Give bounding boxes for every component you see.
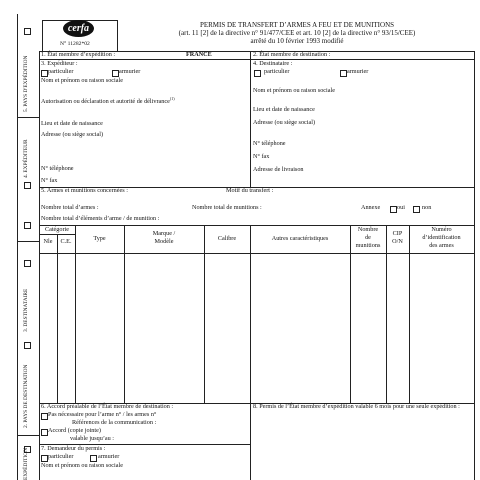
- section5-label: 5. Armes et munitions concernées :: [41, 187, 128, 194]
- table-header-caracteristiques: Autres caractéristiques: [271, 235, 329, 242]
- annexe-non-checkbox[interactable]: [413, 206, 420, 213]
- section1-value: FRANCE: [186, 51, 212, 58]
- side-divider: [17, 435, 39, 436]
- col-divider: [250, 403, 251, 480]
- col-line: [409, 225, 410, 403]
- section1-label: 1. État membre d’expédition :: [41, 51, 116, 58]
- table-header-calibre: Calibre: [217, 235, 237, 242]
- form-decree: arrêté du 10 février 1993 modifié: [250, 37, 344, 45]
- right-border: [474, 51, 475, 480]
- total-elements-label: Nombre total d’éléments d’arme / de munition :: [41, 215, 160, 222]
- form-subtitle: (art. 11 [2] de la directive n° 91/477/CEE et art. 10 [2] de la directive n° 93/15/CEE): [178, 29, 416, 37]
- annexe-non-label: non: [422, 204, 432, 211]
- side-checkbox-pays-expedition[interactable]: [24, 28, 31, 35]
- destinataire-fax-label: N° fax: [253, 153, 270, 160]
- expediteur-particulier-checkbox[interactable]: [41, 70, 48, 77]
- demandeur-particulier-checkbox[interactable]: [41, 455, 48, 462]
- side-checkbox-destinataire[interactable]: [24, 260, 31, 267]
- side-checkbox-expediteur[interactable]: [24, 182, 31, 189]
- expediteur-fax-label: N° fax: [41, 177, 58, 184]
- motif-label: Motif du transfert :: [226, 187, 274, 194]
- table-header-marque-2: Modèle: [154, 238, 174, 245]
- destinataire-particulier-checkbox[interactable]: [254, 70, 261, 77]
- demandeur-armurier-checkbox[interactable]: [90, 455, 97, 462]
- destinataire-livraison-label: Adresse de livraison: [253, 166, 304, 173]
- total-armes-label: Nombre total d’armes :: [41, 204, 99, 211]
- expediteur-armurier-checkbox[interactable]: [112, 70, 119, 77]
- references-label: Références de la communication :: [72, 419, 157, 426]
- pas-necessaire-checkbox[interactable]: [41, 413, 48, 420]
- side-checkbox-extra[interactable]: [24, 222, 31, 229]
- table-header-cip-1: CIP: [392, 230, 403, 237]
- expediteur-particulier-label: particulier: [48, 68, 74, 75]
- col-line: [386, 225, 387, 403]
- annexe-oui-label: oui: [397, 204, 405, 211]
- section8-label: 8. Permis de l’État membre d’expédition valable 6 mois pour une seule expédition :: [253, 403, 460, 410]
- valable-label: valable jusqu’au :: [70, 435, 114, 442]
- form-title: PERMIS DE TRANSFERT D’ARMES A FEU ET DE MUNITIONS: [199, 21, 395, 29]
- col-line: [57, 234, 58, 403]
- total-munitions-label: Nombre total de munitions :: [192, 204, 262, 211]
- left-border: [39, 51, 40, 480]
- table-header-numero-2: d’identification: [422, 234, 461, 241]
- side-label-expedition: EXPÉDITION: [23, 447, 29, 480]
- accord-label: Accord (copie jointe): [48, 427, 101, 434]
- col-line: [204, 225, 205, 403]
- section4-label: 4. Destinataire :: [253, 60, 293, 67]
- destinataire-particulier-label: particulier: [264, 68, 290, 75]
- expediteur-adresse-label: Adresse (ou siège social): [41, 131, 104, 138]
- side-divider: [17, 241, 39, 242]
- section2-label: 2. État membre de destination :: [253, 51, 331, 58]
- annexe-label: Annexe: [361, 204, 381, 211]
- destinataire-lieu-label: Lieu et date de naissance: [253, 106, 315, 113]
- expediteur-autorisation-label: Autorisation ou déclaration et autorité de délivrance$^{(1)}$: [41, 96, 175, 106]
- annexe-oui-checkbox[interactable]: [390, 206, 397, 213]
- section3-label: 3. Expéditeur :: [41, 60, 78, 67]
- col-line: [350, 225, 351, 403]
- side-label-expediteur: 4. EXPÉDITEUR: [23, 139, 29, 178]
- table-header-numero-3: des armes: [429, 242, 454, 249]
- expediteur-telephone-label: N° téléphone: [41, 165, 74, 172]
- side-label-pays-expedition: 5. PAYS D'EXPÉDITION: [23, 55, 29, 112]
- demandeur-particulier-label: particulier: [48, 453, 74, 460]
- table-header-nle: Nle: [43, 238, 53, 245]
- side-label-pays-destination: 2. PAYS DE DESTINATION: [23, 364, 29, 428]
- table-header-nombre-3: munitions: [355, 242, 381, 249]
- side-checkbox-pays-destination[interactable]: [24, 342, 31, 349]
- cerfa-logo: cerfa: [63, 20, 94, 37]
- destinataire-armurier-checkbox[interactable]: [340, 70, 347, 77]
- section6-label: 6. Accord préalable de l’État membre de destination :: [41, 403, 174, 410]
- col-divider: [250, 51, 251, 187]
- col-line: [124, 225, 125, 403]
- table-header-type: Type: [93, 235, 106, 242]
- table-header-marque-1: Marque /: [152, 230, 176, 237]
- demandeur-armurier-label: armurier: [98, 453, 120, 460]
- table-header-nombre-1: Nombre: [357, 226, 379, 233]
- demandeur-nom-label: Nom et prénom ou raison sociale: [41, 462, 123, 469]
- destinataire-nom-label: Nom et prénom ou raison sociale: [253, 87, 335, 94]
- side-strip-border: [17, 14, 18, 480]
- col-line: [75, 225, 76, 403]
- destinataire-telephone-label: N° téléphone: [253, 140, 286, 147]
- col-line: [250, 225, 251, 403]
- expediteur-lieu-label: Lieu et date de naissance: [41, 120, 103, 127]
- destinataire-adresse-label: Adresse (ou siège social): [253, 119, 316, 126]
- expediteur-nom-label: Nom et prénom ou raison sociale: [41, 77, 123, 84]
- form-number: N° 11282*02: [60, 41, 90, 47]
- destinataire-armurier-label: armurier: [347, 68, 369, 75]
- pas-necessaire-label: Pas nécessaire pour l’arme n° / les armes n°: [48, 411, 157, 418]
- expediteur-armurier-label: armurier: [119, 68, 141, 75]
- table-header-ce: C.E.: [60, 238, 72, 245]
- table-header-nombre-2: de: [365, 234, 371, 241]
- side-divider: [17, 117, 39, 118]
- table-header-cip-2: O/N: [392, 238, 403, 245]
- autorisation-note: (1): [169, 96, 175, 101]
- side-label-destinataire: 3. DESTINATAIRE: [23, 288, 29, 332]
- section7-label: 7. Demandeur du permis :: [41, 445, 106, 452]
- table-header-categorie: Catégorie: [44, 226, 70, 233]
- table-header-numero-1: Numéro: [431, 226, 452, 233]
- accord-checkbox[interactable]: [41, 429, 48, 436]
